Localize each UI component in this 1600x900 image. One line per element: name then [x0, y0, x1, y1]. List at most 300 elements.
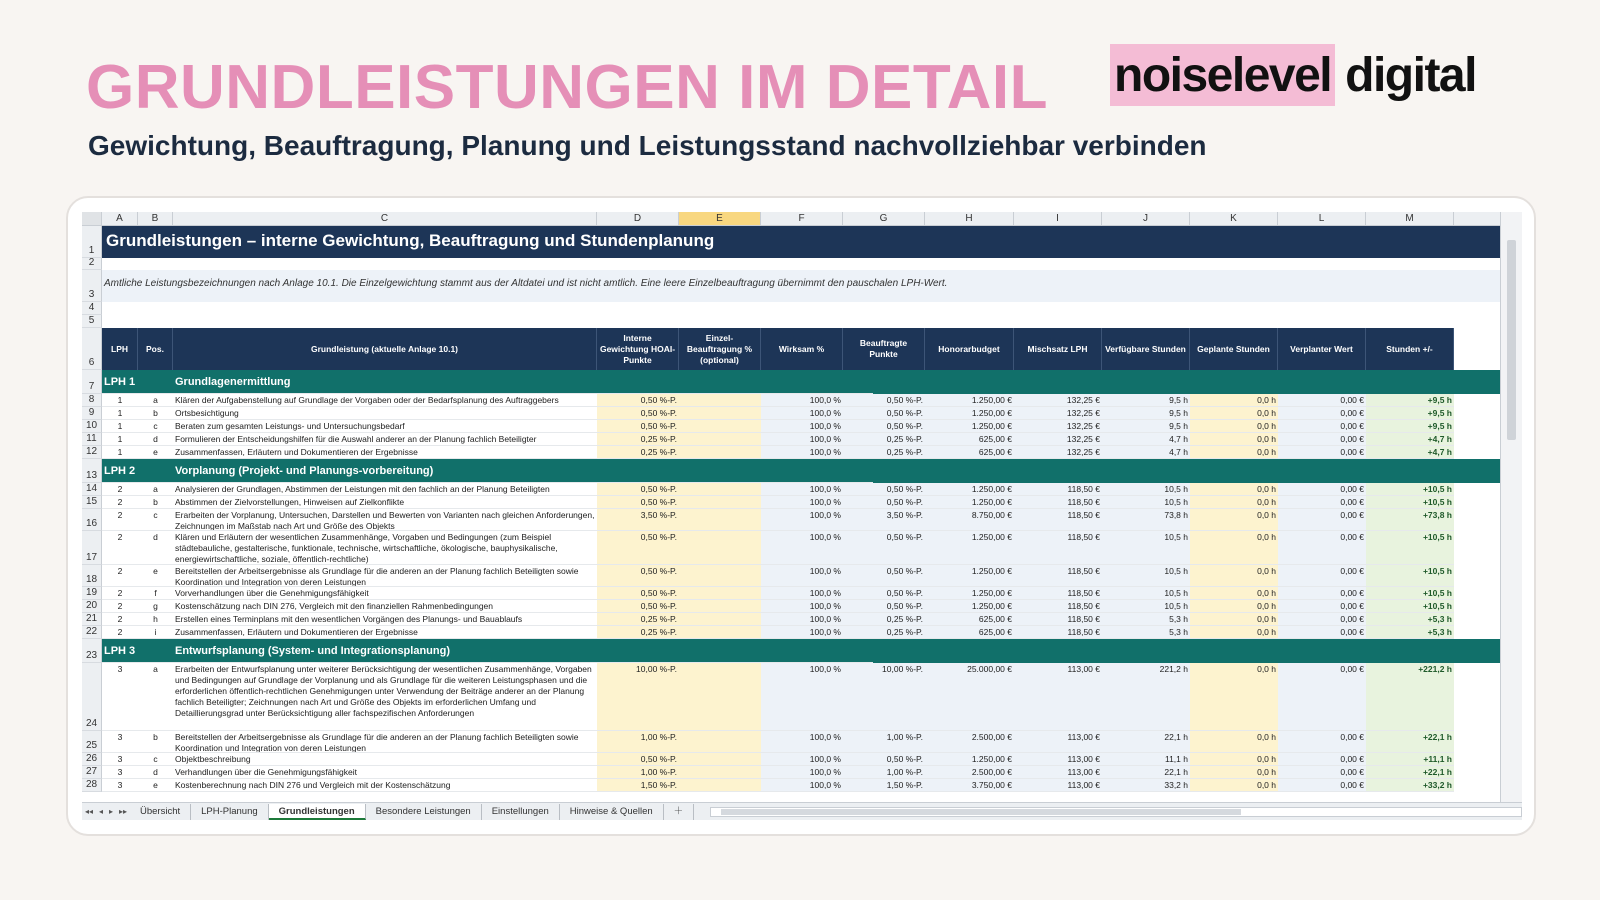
cell-d[interactable]: 0,50 %-P.	[597, 496, 679, 509]
table-row	[82, 420, 1500, 433]
cell-i: 132,25 €	[1014, 394, 1102, 407]
cell-l: 0,00 €	[1278, 509, 1366, 531]
cell-b: c	[138, 509, 173, 531]
table-row	[82, 509, 1500, 531]
column-header-a[interactable]: A	[102, 212, 138, 225]
lph-section-row	[82, 459, 1500, 483]
column-header-m[interactable]: M	[1366, 212, 1454, 225]
cell-e[interactable]	[679, 509, 761, 531]
lph-name: Entwurfsplanung (System- und Integrationsplanung)	[173, 639, 873, 663]
row-number[interactable]: 20	[82, 600, 102, 613]
cell-j: 10,5 h	[1102, 496, 1190, 509]
cell-k[interactable]: 0,0 h	[1190, 407, 1278, 420]
cell-h: 625,00 €	[925, 626, 1014, 639]
column-header-i[interactable]: I	[1014, 212, 1102, 225]
cell-d[interactable]: 0,50 %-P.	[597, 600, 679, 613]
column-header-bar	[82, 212, 1500, 226]
page-title: GRUNDLEISTUNGEN IM DETAIL	[86, 53, 1048, 122]
cell-h: 1.250,00 €	[925, 565, 1014, 587]
cell-e[interactable]	[679, 613, 761, 626]
cell-a: 1	[102, 394, 138, 407]
cell-k[interactable]: 0,0 h	[1190, 496, 1278, 509]
table-row	[82, 433, 1500, 446]
cell-k[interactable]: 0,0 h	[1190, 483, 1278, 496]
table-row	[82, 407, 1500, 420]
column-title-g: Beauftragte Punkte	[843, 328, 925, 370]
cell-a: 2	[102, 531, 138, 565]
cell-k[interactable]: 0,0 h	[1190, 420, 1278, 433]
cell-d[interactable]: 0,50 %-P.	[597, 394, 679, 407]
cell-a: 3	[102, 753, 138, 766]
cell-j: 5,3 h	[1102, 613, 1190, 626]
tab-nav-arrow-icon[interactable]: ◂	[98, 807, 103, 816]
cell-i: 118,50 €	[1014, 565, 1102, 587]
row-number[interactable]: 22	[82, 626, 102, 639]
cell-a: 2	[102, 509, 138, 531]
cell-j: 221,2 h	[1102, 663, 1190, 731]
table-row	[82, 663, 1500, 731]
cell-c: Formulieren der Entscheidungshilfen für die Auswahl anderer an der Planung fachlich Beteiligter	[173, 433, 597, 446]
cell-g: 0,50 %-P.	[843, 394, 925, 407]
column-title-d: Interne Gewichtung HOAI-Punkte	[597, 328, 679, 370]
cell-m: +10,5 h	[1366, 496, 1454, 509]
row-number[interactable]: 6	[82, 328, 102, 370]
sheet-tab[interactable]: Hinweise & Quellen	[560, 804, 664, 820]
table-row	[82, 446, 1500, 459]
cell-m: +9,5 h	[1366, 394, 1454, 407]
cell-l: 0,00 €	[1278, 613, 1366, 626]
cell-f: 100,0 %	[761, 565, 843, 587]
cell-d[interactable]: 0,25 %-P.	[597, 433, 679, 446]
cell-g: 1,50 %-P.	[843, 779, 925, 792]
row-number[interactable]: 1	[82, 226, 102, 258]
cell-f: 100,0 %	[761, 587, 843, 600]
column-title-b: Pos.	[138, 328, 173, 370]
column-header-d[interactable]: D	[597, 212, 679, 225]
cell-k[interactable]: 0,0 h	[1190, 394, 1278, 407]
cell-m: +10,5 h	[1366, 531, 1454, 565]
select-all-corner[interactable]	[82, 212, 102, 225]
cell-d[interactable]: 0,50 %-P.	[597, 407, 679, 420]
row-number[interactable]: 5	[82, 315, 102, 328]
cell-i: 132,25 €	[1014, 433, 1102, 446]
cell-j: 10,5 h	[1102, 483, 1190, 496]
sheet-title: Grundleistungen – interne Gewichtung, Beauftragung und Stundenplanung	[106, 231, 715, 250]
cell-g: 1,00 %-P.	[843, 731, 925, 753]
cell-h: 625,00 €	[925, 613, 1014, 626]
cell-g: 10,00 %-P.	[843, 663, 925, 731]
brand-logo	[1110, 44, 1476, 106]
cell-m: +4,7 h	[1366, 446, 1454, 459]
lph-section-row	[82, 639, 1500, 663]
cell-m: +33,2 h	[1366, 779, 1454, 792]
column-title-m: Stunden +/-	[1366, 328, 1454, 370]
row-number[interactable]: 27	[82, 766, 102, 779]
cell-k[interactable]: 0,0 h	[1190, 663, 1278, 731]
cell-k[interactable]: 0,0 h	[1190, 600, 1278, 613]
tab-navigation	[82, 807, 130, 816]
cell-l: 0,00 €	[1278, 483, 1366, 496]
spreadsheet	[82, 212, 1522, 820]
cell-d[interactable]: 0,50 %-P.	[597, 531, 679, 565]
cell-c: Abstimmen der Zielvorstellungen, Hinweisen auf Zielkonflikte	[173, 496, 597, 509]
cell-c: Bereitstellen der Arbeitsergebnisse als Grundlage für die anderen an der Planung fachlich Beteiligten sowie Koordination und Integration von deren Leistungen	[173, 731, 597, 753]
cell-c: Kostenberechnung nach DIN 276 und Vergleich mit der Kostenschätzung	[173, 779, 597, 792]
cell-e[interactable]	[679, 420, 761, 433]
cell-e[interactable]	[679, 483, 761, 496]
cell-b: d	[138, 433, 173, 446]
cell-d[interactable]: 0,50 %-P.	[597, 753, 679, 766]
column-title-c: Grundleistung (aktuelle Anlage 10.1)	[173, 328, 597, 370]
cell-i: 118,50 €	[1014, 600, 1102, 613]
cell-d[interactable]: 0,25 %-P.	[597, 446, 679, 459]
cell-j: 9,5 h	[1102, 407, 1190, 420]
table-row	[82, 496, 1500, 509]
cell-j: 22,1 h	[1102, 766, 1190, 779]
row-number[interactable]: 25	[82, 731, 102, 753]
cell-e[interactable]	[679, 565, 761, 587]
blank-row	[82, 315, 1500, 328]
cell-i: 132,25 €	[1014, 420, 1102, 433]
cell-f: 100,0 %	[761, 433, 843, 446]
sheet-tab[interactable]: Grundleistungen	[269, 804, 366, 820]
cell-m: +5,3 h	[1366, 626, 1454, 639]
cell-j: 22,1 h	[1102, 731, 1190, 753]
cell-l: 0,00 €	[1278, 766, 1366, 779]
cell-d[interactable]: 0,50 %-P.	[597, 565, 679, 587]
cell-f: 100,0 %	[761, 446, 843, 459]
table-row	[82, 600, 1500, 613]
cell-h: 625,00 €	[925, 446, 1014, 459]
cell-m: +5,3 h	[1366, 613, 1454, 626]
cell-b: c	[138, 753, 173, 766]
table-row	[82, 626, 1500, 639]
cell-h: 1.250,00 €	[925, 483, 1014, 496]
cell-f: 100,0 %	[761, 483, 843, 496]
cell-e[interactable]	[679, 626, 761, 639]
cell-g: 0,50 %-P.	[843, 407, 925, 420]
row-number[interactable]: 19	[82, 587, 102, 600]
blank-row	[82, 302, 1500, 315]
scroll-thumb[interactable]	[721, 809, 1241, 815]
cell-e[interactable]	[679, 663, 761, 731]
row-number[interactable]: 28	[82, 779, 102, 792]
cell-l: 0,00 €	[1278, 587, 1366, 600]
tab-nav-arrow-icon[interactable]: ◂◂	[84, 807, 94, 816]
sheet-tab[interactable]: Einstellungen	[482, 804, 560, 820]
cell-k[interactable]: 0,0 h	[1190, 766, 1278, 779]
row-number[interactable]: 23	[82, 639, 102, 663]
cell-j: 10,5 h	[1102, 600, 1190, 613]
cell-g: 0,25 %-P.	[843, 613, 925, 626]
cell-f: 100,0 %	[761, 626, 843, 639]
horizontal-scrollbar[interactable]	[710, 807, 1522, 817]
lph-name: Grundlagenermittlung	[173, 370, 873, 394]
column-title-h: Honorarbudget	[925, 328, 1014, 370]
cell-m: +4,7 h	[1366, 433, 1454, 446]
cell-f: 100,0 %	[761, 779, 843, 792]
cell-l: 0,00 €	[1278, 565, 1366, 587]
cell-c: Kostenschätzung nach DIN 276, Vergleich mit den finanziellen Rahmenbedingungen	[173, 600, 597, 613]
cell-b: g	[138, 600, 173, 613]
row-number[interactable]: 11	[82, 433, 102, 446]
lph-name: Vorplanung (Projekt- und Planungs-vorbereitung)	[173, 459, 873, 483]
row-number[interactable]: 13	[82, 459, 102, 483]
cell-e[interactable]	[679, 433, 761, 446]
sheet-tab[interactable]: Übersicht	[130, 804, 191, 820]
row-number[interactable]: 4	[82, 302, 102, 315]
cell-h: 1.250,00 €	[925, 496, 1014, 509]
row-number[interactable]: 7	[82, 370, 102, 394]
cell-j: 4,7 h	[1102, 446, 1190, 459]
sheet-grid	[82, 226, 1500, 802]
cell-b: e	[138, 446, 173, 459]
table-header-row	[82, 328, 1500, 370]
cell-b: b	[138, 407, 173, 420]
row-number[interactable]: 14	[82, 483, 102, 496]
add-sheet-icon[interactable]: ＋	[664, 804, 695, 820]
cell-k[interactable]: 0,0 h	[1190, 626, 1278, 639]
cell-i: 118,50 €	[1014, 483, 1102, 496]
cell-l: 0,00 €	[1278, 731, 1366, 753]
cell-e[interactable]	[679, 753, 761, 766]
cell-i: 118,50 €	[1014, 587, 1102, 600]
cell-g: 0,50 %-P.	[843, 483, 925, 496]
cell-l: 0,00 €	[1278, 394, 1366, 407]
row-number[interactable]: 9	[82, 407, 102, 420]
cell-g: 1,00 %-P.	[843, 766, 925, 779]
row-number[interactable]: 2	[82, 258, 102, 270]
cell-i: 113,00 €	[1014, 731, 1102, 753]
cell-m: +22,1 h	[1366, 766, 1454, 779]
cell-k[interactable]: 0,0 h	[1190, 433, 1278, 446]
cell-m: +73,8 h	[1366, 509, 1454, 531]
cell-a: 2	[102, 613, 138, 626]
cell-m: +10,5 h	[1366, 483, 1454, 496]
cell-e[interactable]	[679, 496, 761, 509]
vertical-scrollbar[interactable]	[1500, 212, 1522, 802]
cell-e[interactable]	[679, 446, 761, 459]
row-number[interactable]: 3	[82, 270, 102, 302]
cell-c: Erstellen eines Terminplans mit den wesentlichen Vorgängen des Planungs- und Bauablaufs	[173, 613, 597, 626]
cell-a: 3	[102, 766, 138, 779]
cell-a: 3	[102, 779, 138, 792]
row-number[interactable]: 8	[82, 394, 102, 407]
table-row	[82, 394, 1500, 407]
sheet-note: Amtliche Leistungsbezeichnungen nach Anlage 10.1. Die Einzelgewichtung stammt aus der Altdatei und ist nicht amtlich. Eine leere Einzelbeauftragung übernimmt den pauschalen LPH-Wert.	[104, 278, 948, 289]
column-header-e[interactable]: E	[679, 212, 761, 225]
cell-a: 2	[102, 600, 138, 613]
cell-h: 1.250,00 €	[925, 394, 1014, 407]
cell-k[interactable]: 0,0 h	[1190, 565, 1278, 587]
column-title-e: Einzel-Beauftragung % (optional)	[679, 328, 761, 370]
table-row	[82, 731, 1500, 753]
cell-e[interactable]	[679, 394, 761, 407]
sheet-tab[interactable]: LPH-Planung	[191, 804, 269, 820]
cell-g: 0,25 %-P.	[843, 446, 925, 459]
cell-m: +9,5 h	[1366, 420, 1454, 433]
column-title-l: Verplanter Wert	[1278, 328, 1366, 370]
column-header-c[interactable]: C	[173, 212, 597, 225]
cell-f: 100,0 %	[761, 496, 843, 509]
cell-g: 0,50 %-P.	[843, 753, 925, 766]
cell-f: 100,0 %	[761, 613, 843, 626]
lph-label: LPH 2	[102, 459, 173, 483]
tab-nav-arrow-icon[interactable]: ▸▸	[118, 807, 127, 816]
cell-e[interactable]	[679, 779, 761, 792]
cell-j: 73,8 h	[1102, 509, 1190, 531]
cell-m: +9,5 h	[1366, 407, 1454, 420]
row-number[interactable]: 21	[82, 613, 102, 626]
row-number[interactable]: 17	[82, 531, 102, 565]
cell-m: +10,5 h	[1366, 565, 1454, 587]
cell-e[interactable]	[679, 587, 761, 600]
cell-b: e	[138, 565, 173, 587]
table-row	[82, 565, 1500, 587]
cell-i: 113,00 €	[1014, 766, 1102, 779]
cell-k[interactable]: 0,0 h	[1190, 753, 1278, 766]
cell-l: 0,00 €	[1278, 446, 1366, 459]
sheet-title-row	[82, 226, 1500, 258]
cell-g: 0,25 %-P.	[843, 626, 925, 639]
cell-j: 10,5 h	[1102, 531, 1190, 565]
scroll-thumb[interactable]	[1507, 240, 1516, 440]
table-row	[82, 779, 1500, 792]
cell-d[interactable]: 1,50 %-P.	[597, 779, 679, 792]
lph-section-row	[82, 370, 1500, 394]
cell-b: a	[138, 394, 173, 407]
logo-highlight: noiselevel	[1110, 44, 1335, 106]
cell-k[interactable]: 0,0 h	[1190, 731, 1278, 753]
cell-b: b	[138, 496, 173, 509]
cell-k[interactable]: 0,0 h	[1190, 446, 1278, 459]
column-header-j[interactable]: J	[1102, 212, 1190, 225]
cell-f: 100,0 %	[761, 766, 843, 779]
cell-l: 0,00 €	[1278, 420, 1366, 433]
row-number[interactable]: 16	[82, 509, 102, 531]
lph-label: LPH 1	[102, 370, 173, 394]
cell-i: 113,00 €	[1014, 663, 1102, 731]
screenshot-frame	[66, 196, 1536, 836]
cell-j: 10,5 h	[1102, 565, 1190, 587]
row-number[interactable]: 26	[82, 753, 102, 766]
column-header-f[interactable]: F	[761, 212, 843, 225]
column-header-k[interactable]: K	[1190, 212, 1278, 225]
cell-f: 100,0 %	[761, 394, 843, 407]
cell-d[interactable]: 10,00 %-P.	[597, 663, 679, 731]
cell-b: a	[138, 663, 173, 731]
column-header-b[interactable]: B	[138, 212, 173, 225]
cell-d[interactable]: 1,00 %-P.	[597, 731, 679, 753]
lph-label: LPH 3	[102, 639, 173, 663]
cell-m: +22,1 h	[1366, 731, 1454, 753]
column-title-j: Verfügbare Stunden	[1102, 328, 1190, 370]
cell-c: Vorverhandlungen über die Genehmigungsfähigkeit	[173, 587, 597, 600]
cell-j: 9,5 h	[1102, 394, 1190, 407]
cell-d[interactable]: 0,50 %-P.	[597, 483, 679, 496]
table-row	[82, 766, 1500, 779]
cell-i: 118,50 €	[1014, 626, 1102, 639]
cell-a: 1	[102, 446, 138, 459]
cell-a: 2	[102, 496, 138, 509]
cell-d[interactable]: 0,50 %-P.	[597, 420, 679, 433]
cell-k[interactable]: 0,0 h	[1190, 587, 1278, 600]
cell-a: 2	[102, 565, 138, 587]
cell-i: 113,00 €	[1014, 779, 1102, 792]
cell-c: Klären und Erläutern der wesentlichen Zusammenhänge, Vorgaben und Bedingungen (zum Beispiel städtebauliche, gestalterische, funktionale, technische, wirtschaftliche, ökologische, bauphysikalische, energiewirtschaftliche, soziale, öffentlich-rechtliche)	[173, 531, 597, 565]
column-header-l[interactable]: L	[1278, 212, 1366, 225]
row-number[interactable]: 15	[82, 496, 102, 509]
cell-j: 10,5 h	[1102, 587, 1190, 600]
cell-g: 0,50 %-P.	[843, 587, 925, 600]
column-title-f: Wirksam %	[761, 328, 843, 370]
cell-c: Analysieren der Grundlagen, Abstimmen der Leistungen mit den fachlich an der Planung Beteiligten	[173, 483, 597, 496]
cell-e[interactable]	[679, 600, 761, 613]
cell-h: 1.250,00 €	[925, 600, 1014, 613]
cell-d[interactable]: 0,25 %-P.	[597, 613, 679, 626]
row-number[interactable]: 10	[82, 420, 102, 433]
cell-e[interactable]	[679, 731, 761, 753]
table-row	[82, 531, 1500, 565]
cell-h: 8.750,00 €	[925, 509, 1014, 531]
cell-l: 0,00 €	[1278, 433, 1366, 446]
cell-i: 132,25 €	[1014, 446, 1102, 459]
cell-c: Beraten zum gesamten Leistungs- und Untersuchungsbedarf	[173, 420, 597, 433]
cell-l: 0,00 €	[1278, 663, 1366, 731]
row-number[interactable]: 24	[82, 663, 102, 731]
cell-c: Erarbeiten der Vorplanung, Untersuchen, Darstellen und Bewerten von Varianten nach gleichen Anforderungen, Zeichnungen im Maßstab nach Art und Größe des Objekts	[173, 509, 597, 531]
row-number[interactable]: 18	[82, 565, 102, 587]
cell-d[interactable]: 3,50 %-P.	[597, 509, 679, 531]
cell-i: 118,50 €	[1014, 509, 1102, 531]
cell-m: +10,5 h	[1366, 587, 1454, 600]
row-number[interactable]: 12	[82, 446, 102, 459]
cell-k[interactable]: 0,0 h	[1190, 613, 1278, 626]
cell-k[interactable]: 0,0 h	[1190, 531, 1278, 565]
table-row	[82, 587, 1500, 600]
sheet-tab-bar	[82, 802, 1522, 820]
column-header-h[interactable]: H	[925, 212, 1014, 225]
cell-f: 100,0 %	[761, 420, 843, 433]
cell-d[interactable]: 0,50 %-P.	[597, 587, 679, 600]
cell-k[interactable]: 0,0 h	[1190, 509, 1278, 531]
cell-c: Objektbeschreibung	[173, 753, 597, 766]
cell-e[interactable]	[679, 766, 761, 779]
sheet-tab[interactable]: Besondere Leistungen	[366, 804, 482, 820]
cell-h: 1.250,00 €	[925, 587, 1014, 600]
cell-e[interactable]	[679, 407, 761, 420]
cell-k[interactable]: 0,0 h	[1190, 779, 1278, 792]
cell-f: 100,0 %	[761, 509, 843, 531]
cell-c: Ortsbesichtigung	[173, 407, 597, 420]
cell-l: 0,00 €	[1278, 626, 1366, 639]
cell-l: 0,00 €	[1278, 531, 1366, 565]
cell-a: 2	[102, 587, 138, 600]
cell-b: f	[138, 587, 173, 600]
cell-f: 100,0 %	[761, 407, 843, 420]
cell-e[interactable]	[679, 531, 761, 565]
cell-m: +221,2 h	[1366, 663, 1454, 731]
tab-nav-arrow-icon[interactable]: ▸	[108, 807, 113, 816]
cell-i: 113,00 €	[1014, 753, 1102, 766]
column-header-g[interactable]: G	[843, 212, 925, 225]
cell-g: 0,50 %-P.	[843, 531, 925, 565]
cell-d[interactable]: 0,25 %-P.	[597, 626, 679, 639]
cell-g: 0,50 %-P.	[843, 565, 925, 587]
blank-row	[82, 258, 1500, 270]
cell-d[interactable]: 1,00 %-P.	[597, 766, 679, 779]
cell-h: 2.500,00 €	[925, 731, 1014, 753]
